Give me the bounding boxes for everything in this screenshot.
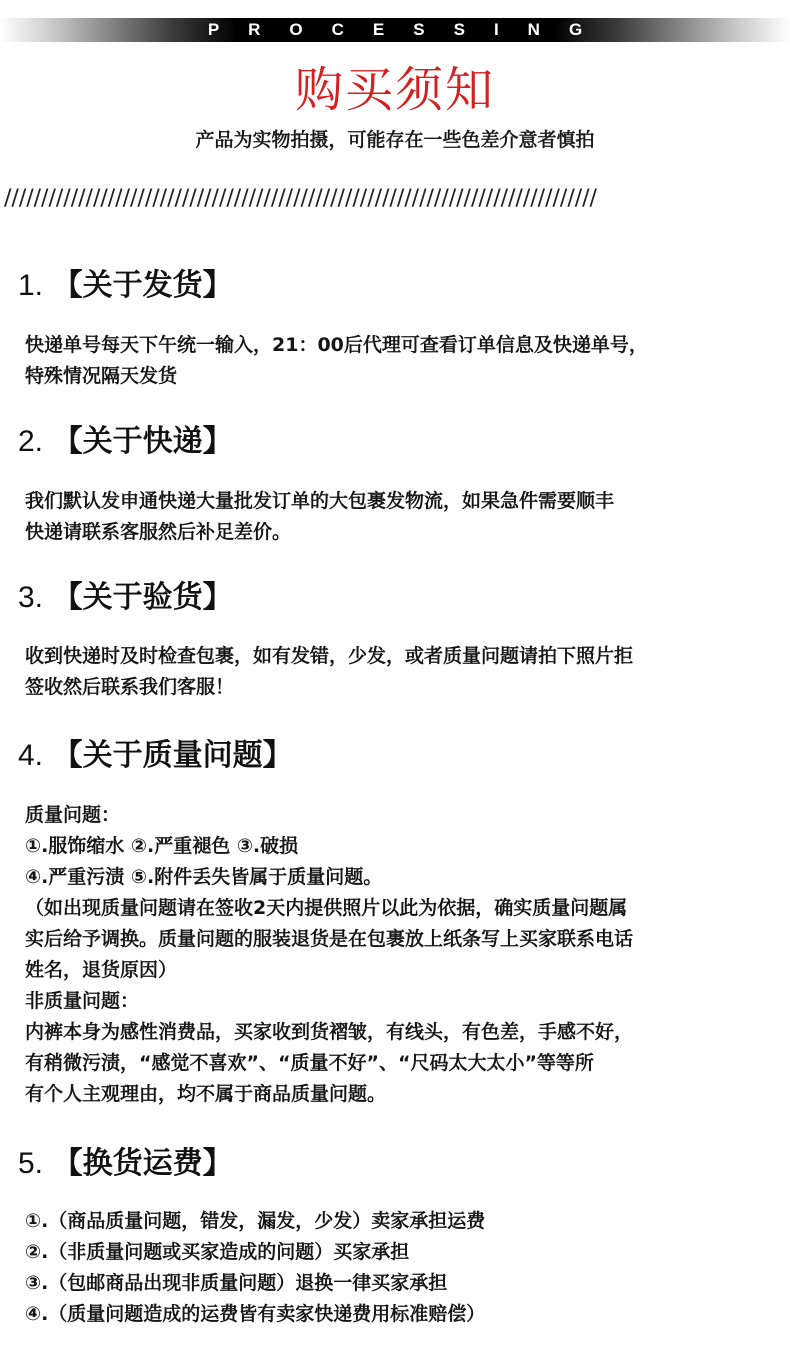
body-line: 姓名，退货原因） <box>25 959 178 981</box>
section-number: 4. <box>18 739 44 772</box>
body-line: 签收然后联系我们客服！ <box>25 676 235 698</box>
body-line: 特殊情况隔天发货 <box>25 365 178 387</box>
section-heading: 【关于发货】 <box>52 268 233 303</box>
section-heading: 【关于验货】 <box>52 580 233 615</box>
banner-text: PROCESSING <box>207 20 612 39</box>
body-line: （如出现质量问题请在签收2天内提供照片以此为依据，确实质量问题属 <box>25 897 628 919</box>
section-title-inspection <box>18 578 233 618</box>
section-number: 5. <box>18 1147 44 1180</box>
body-line: ③.（包邮商品出现非质量问题）退换一律买家承担 <box>25 1272 448 1294</box>
body-line: ④.（质量问题造成的运费皆有卖家快递费用标准赔偿） <box>25 1303 486 1325</box>
body-line: 快递请联系客服然后补足差价。 <box>25 521 292 543</box>
slash-divider: //////////////////////////////////////////////////////////////////////////////// <box>4 186 597 211</box>
section-number: 2. <box>18 425 44 458</box>
body-line: 快递单号每天下午统一输入，21：00后代理可查看订单信息及快递单号， <box>25 334 648 356</box>
section-body-courier <box>25 486 780 548</box>
processing-banner <box>0 18 790 42</box>
body-line: 有稍微污渍，“感觉不喜欢”、“质量不好”、“尺码太大太小”等等所 <box>25 1052 594 1074</box>
body-line: ④.严重污渍 ⑤.附件丢失皆属于质量问题。 <box>25 866 383 888</box>
body-line: 内裤本身为感性消费品，买家收到货褶皱，有线头，有色差，手感不好， <box>25 1021 634 1043</box>
section-heading: 【关于质量问题】 <box>52 738 293 773</box>
section-body-quality <box>25 800 780 1110</box>
section-body-inspection <box>25 641 780 703</box>
section-heading: 【关于快递】 <box>52 424 233 459</box>
page-subtitle: 产品为实物拍摄，可能存在一些色差介意者慎拍 <box>195 129 595 151</box>
section-title-quality <box>18 736 293 776</box>
section-number: 1. <box>18 269 44 302</box>
body-line: 实后给予调换。质量问题的服装退货是在包裹放上纸条写上买家联系电话 <box>25 928 634 950</box>
section-number: 3. <box>18 581 44 614</box>
body-line: 我们默认发申通快递大量批发订单的大包裹发物流，如果急件需要顺丰 <box>25 490 615 512</box>
section-title-exchange-shipping <box>18 1144 233 1184</box>
page-title: 购买须知 <box>294 62 495 118</box>
section-body-exchange-shipping <box>25 1206 780 1330</box>
section-title-shipping <box>18 266 233 306</box>
section-title-courier <box>18 422 233 462</box>
body-line: 非质量问题： <box>25 990 140 1012</box>
body-line: 收到快递时及时检查包裹，如有发错，少发，或者质量问题请拍下照片拒 <box>25 645 634 667</box>
body-line: 质量问题： <box>25 804 121 826</box>
body-line: ①.（商品质量问题，错发，漏发，少发）卖家承担运费 <box>25 1210 486 1232</box>
body-line: 有个人主观理由，均不属于商品质量问题。 <box>25 1083 387 1105</box>
section-heading: 【换货运费】 <box>52 1146 233 1181</box>
body-line: ①.服饰缩水 ②.严重褪色 ③.破损 <box>25 835 299 857</box>
body-line: ②.（非质量问题或买家造成的问题）买家承担 <box>25 1241 410 1263</box>
section-body-shipping <box>25 330 780 392</box>
